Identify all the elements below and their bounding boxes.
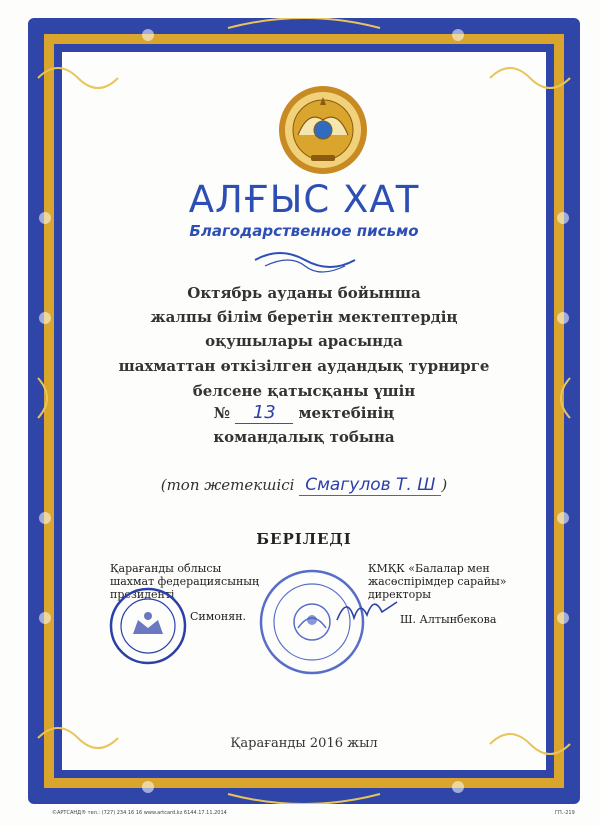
left-signatory-line-2: шахмат федерациясының	[110, 575, 260, 588]
swirl-ornament-icon	[250, 246, 360, 274]
school-number-prefix: №	[213, 404, 231, 422]
left-signatory-line-3: президенті	[110, 588, 175, 601]
printer-imprint: ©АРТСАНД® тел.: (727) 234 16 16 www.artcard.kz 6144.17.11.2014	[52, 810, 227, 816]
federation-stamp-icon	[108, 586, 188, 666]
printer-code: ГП.-219	[555, 810, 575, 816]
school-number: 13	[235, 402, 293, 424]
team-leader-label: (топ жетекшісі	[160, 476, 295, 494]
body-line-3: оқушылары арасында	[205, 332, 403, 350]
director-signature-icon	[332, 590, 402, 630]
certificate-subtitle: Благодарственное письмо	[189, 222, 419, 240]
body-line-4: шахматтан өткізілген аудандық турнирге	[118, 357, 490, 375]
issued-heading: БЕРІЛЕДІ	[256, 530, 352, 548]
right-signatory-name: Ш. Алтынбекова	[400, 613, 497, 626]
right-signatory-line-1: КМҚК «Балалар мен	[368, 562, 490, 575]
left-signatory-line-1: Қарағанды облысы	[110, 562, 222, 575]
right-signatory-line-3: директоры	[368, 588, 432, 601]
body-line-2: жалпы білім беретін мектептердің	[150, 308, 458, 326]
certificate-content	[60, 50, 548, 772]
body-line-1: Октябрь ауданы бойынша	[187, 284, 421, 302]
team-leader-name: Смагулов Т. Ш	[299, 475, 441, 496]
state-emblem-icon	[278, 85, 368, 175]
certificate-title: АЛҒЫС ХАТ	[188, 178, 420, 221]
team-leader-close: )	[441, 476, 448, 494]
body-line-5: белсене қатысқаны үшін	[192, 382, 416, 400]
left-signatory-name: Симонян.	[190, 610, 247, 623]
team-line: командалық тобына	[213, 428, 395, 446]
place-and-date: Қарағанды 2016 жыл	[230, 736, 378, 751]
right-signatory-line-2: жасөспірімдер сарайы»	[368, 575, 507, 588]
school-number-line	[60, 402, 548, 424]
team-leader-line	[60, 475, 548, 496]
school-number-suffix: мектебінің	[298, 404, 395, 422]
